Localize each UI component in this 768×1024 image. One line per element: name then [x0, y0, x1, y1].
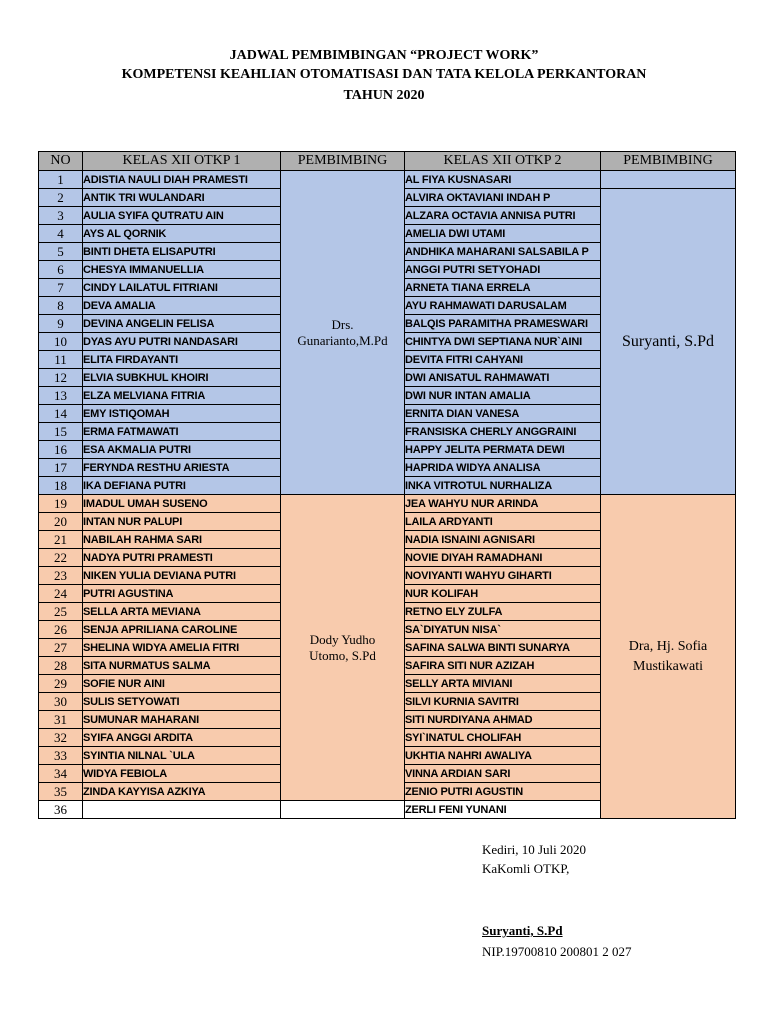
student-name-class-1: ESA AKMALIA PUTRI	[83, 441, 281, 459]
row-number: 13	[39, 387, 83, 405]
student-name-class-2: JEA WAHYU NUR ARINDA	[405, 495, 601, 513]
row-number: 14	[39, 405, 83, 423]
student-name-class-1: NIKEN YULIA DEVIANA PUTRI	[83, 567, 281, 585]
row-number: 19	[39, 495, 83, 513]
row-number: 32	[39, 729, 83, 747]
row-number: 6	[39, 261, 83, 279]
student-name-class-2: UKHTIA NAHRI AWALIYA	[405, 747, 601, 765]
mentor-class-1-group-2-line-1: Dody Yudho	[309, 631, 376, 647]
mentor-class-2-group-2-line-1: Dra, Hj. Sofia	[628, 638, 708, 654]
student-name-class-1: SENJA APRILIANA CAROLINE	[83, 621, 281, 639]
signature-role: KaKomli OTKP,	[482, 861, 570, 876]
row-number: 18	[39, 477, 83, 495]
header-mentor-1: PEMBIMBING	[281, 152, 405, 171]
student-name-class-2: SA`DIYATUN NISA`	[405, 621, 601, 639]
row-number: 16	[39, 441, 83, 459]
student-name-class-2: DWI NUR INTAN AMALIA	[405, 387, 601, 405]
student-name-class-2: NADIA ISNAINI AGNISARI	[405, 531, 601, 549]
row-number: 22	[39, 549, 83, 567]
student-name-class-2: ZENIO PUTRI AGUSTIN	[405, 783, 601, 801]
student-name-class-2: DWI ANISATUL RAHMAWATI	[405, 369, 601, 387]
student-name-class-2: AMELIA DWI UTAMI	[405, 225, 601, 243]
student-name-class-1: DEVA AMALIA	[83, 297, 281, 315]
row-number: 2	[39, 189, 83, 207]
student-name-class-2: SITI NURDIYANA AHMAD	[405, 711, 601, 729]
mentor-class-1-group-2-line-2: Utomo, S.Pd	[309, 647, 376, 663]
row-number: 26	[39, 621, 83, 639]
signature-name: Suryanti, S.Pd	[482, 923, 563, 938]
mentor-class-2-group-2-line-2: Mustikawati	[633, 658, 703, 674]
doc-title-line-1: JADWAL PEMBIMBINGAN “PROJECT WORK”	[229, 48, 539, 63]
student-name-class-2: SYI`INATUL CHOLIFAH	[405, 729, 601, 747]
student-name-class-2: CHINTYA DWI SEPTIANA NUR`AINI	[405, 333, 601, 351]
student-name-class-1: SUMUNAR MAHARANI	[83, 711, 281, 729]
student-name-class-2: NOVIYANTI WAHYU GIHARTI	[405, 567, 601, 585]
student-name-class-1: IKA DEFIANA PUTRI	[83, 477, 281, 495]
row-number: 31	[39, 711, 83, 729]
row-number: 15	[39, 423, 83, 441]
student-name-class-2: SAFIRA SITI NUR AZIZAH	[405, 657, 601, 675]
row-number: 23	[39, 567, 83, 585]
student-name-class-1: ANTIK TRI WULANDARI	[83, 189, 281, 207]
student-name-class-1: NABILAH RAHMA SARI	[83, 531, 281, 549]
student-name-class-2: AL FIYA KUSNASARI	[405, 171, 601, 189]
row-number: 10	[39, 333, 83, 351]
student-name-class-2: LAILA ARDYANTI	[405, 513, 601, 531]
row-number: 29	[39, 675, 83, 693]
row-number: 4	[39, 225, 83, 243]
row-number: 27	[39, 639, 83, 657]
row-number: 28	[39, 657, 83, 675]
student-name-class-1: DEVINA ANGELIN FELISA	[83, 315, 281, 333]
table-body	[39, 171, 736, 819]
student-name-class-1: NADYA PUTRI PRAMESTI	[83, 549, 281, 567]
student-name-class-2: FRANSISKA CHERLY ANGGRAINI	[405, 423, 601, 441]
table-header-row	[39, 152, 736, 171]
row-number: 20	[39, 513, 83, 531]
header-mentor-2: PEMBIMBING	[601, 152, 736, 171]
row-number: 34	[39, 765, 83, 783]
student-name-class-2: INKA VITROTUL NURHALIZA	[405, 477, 601, 495]
doc-title-line-2: KOMPETENSI KEAHLIAN OTOMATISASI DAN TATA KELOLA PERKANTORAN	[121, 67, 647, 82]
student-name-class-1: INTAN NUR PALUPI	[83, 513, 281, 531]
header-class-2: KELAS XII OTKP 2	[405, 152, 601, 171]
student-name-class-2: ANGGI PUTRI SETYOHADI	[405, 261, 601, 279]
student-name-class-1: BINTI DHETA ELISAPUTRI	[83, 243, 281, 261]
student-name-class-2: HAPRIDA WIDYA ANALISA	[405, 459, 601, 477]
student-name-class-1: ERMA FATMAWATI	[83, 423, 281, 441]
student-name-class-1: SYINTIA NILNAL `ULA	[83, 747, 281, 765]
mentor-class-1-group-1	[281, 171, 405, 495]
student-name-class-1: ADISTIA NAULI DIAH PRAMESTI	[83, 171, 281, 189]
student-name-class-2: ARNETA TIANA ERRELA	[405, 279, 601, 297]
row-number: 17	[39, 459, 83, 477]
student-name-class-1: SITA NURMATUS SALMA	[83, 657, 281, 675]
student-name-class-1: FERYNDA RESTHU ARIESTA	[83, 459, 281, 477]
student-name-class-2: BALQIS PARAMITHA PRAMESWARI	[405, 315, 601, 333]
student-name-class-1: CHESYA IMMANUELLIA	[83, 261, 281, 279]
mentor-class-1-group-2	[281, 495, 405, 801]
row-number: 25	[39, 603, 83, 621]
table-row	[39, 495, 736, 513]
row-number: 33	[39, 747, 83, 765]
student-name-class-2: ZERLI FENI YUNANI	[405, 801, 601, 819]
mentor-class-2-group-2	[601, 495, 736, 819]
student-name-class-2: ANDHIKA MAHARANI SALSABILA P	[405, 243, 601, 261]
mentor-class-1-group-1-line-1: Drs.	[331, 316, 354, 332]
row-number: 11	[39, 351, 83, 369]
mentor-class-2-empty	[601, 171, 736, 189]
student-name-class-2: ERNITA DIAN VANESA	[405, 405, 601, 423]
student-name-class-1	[83, 801, 281, 819]
doc-title-line-3: TAHUN 2020	[343, 88, 425, 103]
student-name-class-1: DYAS AYU PUTRI NANDASARI	[83, 333, 281, 351]
signature-place-date: Kediri, 10 Juli 2020	[482, 842, 586, 857]
schedule-table	[38, 151, 736, 819]
student-name-class-2: NUR KOLIFAH	[405, 585, 601, 603]
mentor-class-2-group-1: Suryanti, S.Pd	[601, 189, 736, 495]
student-name-class-2: SELLY ARTA MIVIANI	[405, 675, 601, 693]
student-name-class-1: IMADUL UMAH SUSENO	[83, 495, 281, 513]
student-name-class-1: ELVIA SUBKHUL KHOIRI	[83, 369, 281, 387]
row-number: 7	[39, 279, 83, 297]
student-name-class-2: ALZARA OCTAVIA ANNISA PUTRI	[405, 207, 601, 225]
mentor-class-1-group-1-line-2: Gunarianto,M.Pd	[297, 332, 388, 348]
student-name-class-2: VINNA ARDIAN SARI	[405, 765, 601, 783]
row-number: 9	[39, 315, 83, 333]
mentor-class-1-empty	[281, 801, 405, 819]
student-name-class-1: AULIA SYIFA QUTRATU AIN	[83, 207, 281, 225]
student-name-class-2: NOVIE DIYAH RAMADHANI	[405, 549, 601, 567]
row-number: 1	[39, 171, 83, 189]
student-name-class-2: ALVIRA OKTAVIANI INDAH P	[405, 189, 601, 207]
student-name-class-2: RETNO ELY ZULFA	[405, 603, 601, 621]
student-name-class-2: DEVITA FITRI CAHYANI	[405, 351, 601, 369]
student-name-class-2: HAPPY JELITA PERMATA DEWI	[405, 441, 601, 459]
student-name-class-1: ELITA FIRDAYANTI	[83, 351, 281, 369]
row-number: 24	[39, 585, 83, 603]
student-name-class-1: SULIS SETYOWATI	[83, 693, 281, 711]
row-number: 21	[39, 531, 83, 549]
row-number: 3	[39, 207, 83, 225]
row-number: 36	[39, 801, 83, 819]
row-number: 35	[39, 783, 83, 801]
row-number: 5	[39, 243, 83, 261]
student-name-class-2: AYU RAHMAWATI DARUSALAM	[405, 297, 601, 315]
student-name-class-1: WIDYA FEBIOLA	[83, 765, 281, 783]
row-number: 12	[39, 369, 83, 387]
header-class-1: KELAS XII OTKP 1	[83, 152, 281, 171]
student-name-class-1: SYIFA ANGGI ARDITA	[83, 729, 281, 747]
table-row	[39, 171, 736, 189]
student-name-class-1: AYS AL QORNIK	[83, 225, 281, 243]
student-name-class-1: SHELINA WIDYA AMELIA FITRI	[83, 639, 281, 657]
student-name-class-1: ZINDA KAYYISA AZKIYA	[83, 783, 281, 801]
student-name-class-1: CINDY LAILATUL FITRIANI	[83, 279, 281, 297]
signature-nip: NIP.19700810 200801 2 027	[482, 944, 632, 959]
student-name-class-1: SELLA ARTA MEVIANA	[83, 603, 281, 621]
row-number: 8	[39, 297, 83, 315]
student-name-class-1: EMY ISTIQOMAH	[83, 405, 281, 423]
student-name-class-1: ELZA MELVIANA FITRIA	[83, 387, 281, 405]
student-name-class-1: SOFIE NUR AINI	[83, 675, 281, 693]
row-number: 30	[39, 693, 83, 711]
student-name-class-1: PUTRI AGUSTINA	[83, 585, 281, 603]
header-no: NO	[39, 152, 83, 171]
student-name-class-2: SILVI KURNIA SAVITRI	[405, 693, 601, 711]
student-name-class-2: SAFINA SALWA BINTI SUNARYA	[405, 639, 601, 657]
